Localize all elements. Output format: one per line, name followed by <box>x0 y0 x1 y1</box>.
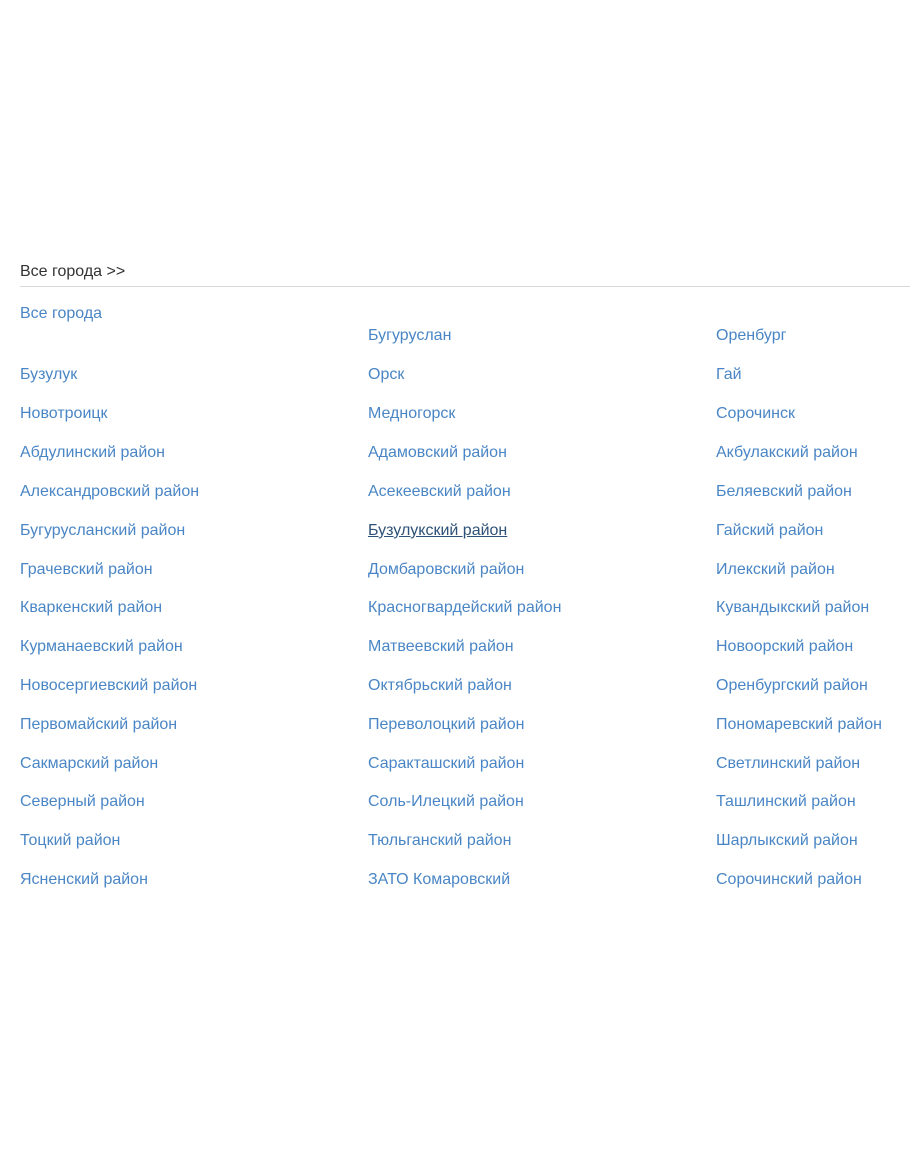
city-link[interactable]: Оренбург <box>716 327 787 344</box>
city-link[interactable]: Шарлыкский район <box>716 832 858 849</box>
city-link[interactable]: Сакмарский район <box>20 755 159 772</box>
city-link[interactable]: Новотроицк <box>20 405 108 422</box>
header-divider <box>20 286 910 287</box>
city-link[interactable]: Александровский район <box>20 483 200 500</box>
city-link[interactable]: Медногорск <box>368 405 456 422</box>
city-link[interactable]: Кувандыкский район <box>716 599 870 616</box>
city-link[interactable]: Адамовский район <box>368 444 507 461</box>
city-link[interactable]: Домбаровский район <box>368 561 525 578</box>
city-link-active[interactable]: Бузулукский район <box>368 522 508 539</box>
city-link[interactable]: Кваркенский район <box>20 599 163 616</box>
city-link[interactable]: Бугуруслан <box>368 327 452 344</box>
city-link[interactable]: Оренбургский район <box>716 677 868 694</box>
city-link[interactable]: Орск <box>368 366 405 383</box>
city-link[interactable]: Илекский район <box>716 561 835 578</box>
city-link[interactable]: Курманаевский район <box>20 638 183 655</box>
city-link[interactable]: Сорочинск <box>716 405 796 422</box>
city-link[interactable]: Красногвардейский район <box>368 599 562 616</box>
city-link[interactable]: Соль-Илецкий район <box>368 793 524 810</box>
city-link[interactable]: Переволоцкий район <box>368 716 525 733</box>
all-cities-header: Все города >> <box>20 263 126 280</box>
city-link[interactable]: Пономаревский район <box>716 716 882 733</box>
city-link[interactable]: Ташлинский район <box>716 793 856 810</box>
city-link[interactable]: Ясненский район <box>20 871 148 888</box>
city-link[interactable]: Первомайский район <box>20 716 178 733</box>
city-link[interactable]: Новосергиевский район <box>20 677 198 694</box>
all-cities-link[interactable]: Все города <box>20 305 103 322</box>
city-link[interactable]: Акбулакский район <box>716 444 858 461</box>
city-link[interactable]: Новоорский район <box>716 638 854 655</box>
city-link[interactable]: Тюльганский район <box>368 832 512 849</box>
city-link[interactable]: ЗАТО Комаровский <box>368 871 511 888</box>
city-link[interactable]: Беляевский район <box>716 483 852 500</box>
city-link[interactable]: Грачевский район <box>20 561 153 578</box>
city-link[interactable]: Бузулук <box>20 366 78 383</box>
city-link[interactable]: Октябрьский район <box>368 677 512 694</box>
city-link[interactable]: Бугурусланский район <box>20 522 186 539</box>
city-link[interactable]: Асекеевский район <box>368 483 511 500</box>
city-link[interactable]: Саракташский район <box>368 755 525 772</box>
city-link[interactable]: Абдулинский район <box>20 444 165 461</box>
city-link[interactable]: Гай <box>716 366 742 383</box>
city-link[interactable]: Сорочинский район <box>716 871 862 888</box>
city-link[interactable]: Тоцкий район <box>20 832 121 849</box>
city-link[interactable]: Светлинский район <box>716 755 861 772</box>
city-link[interactable]: Северный район <box>20 793 145 810</box>
city-link[interactable]: Гайский район <box>716 522 824 539</box>
city-link[interactable]: Матвеевский район <box>368 638 514 655</box>
